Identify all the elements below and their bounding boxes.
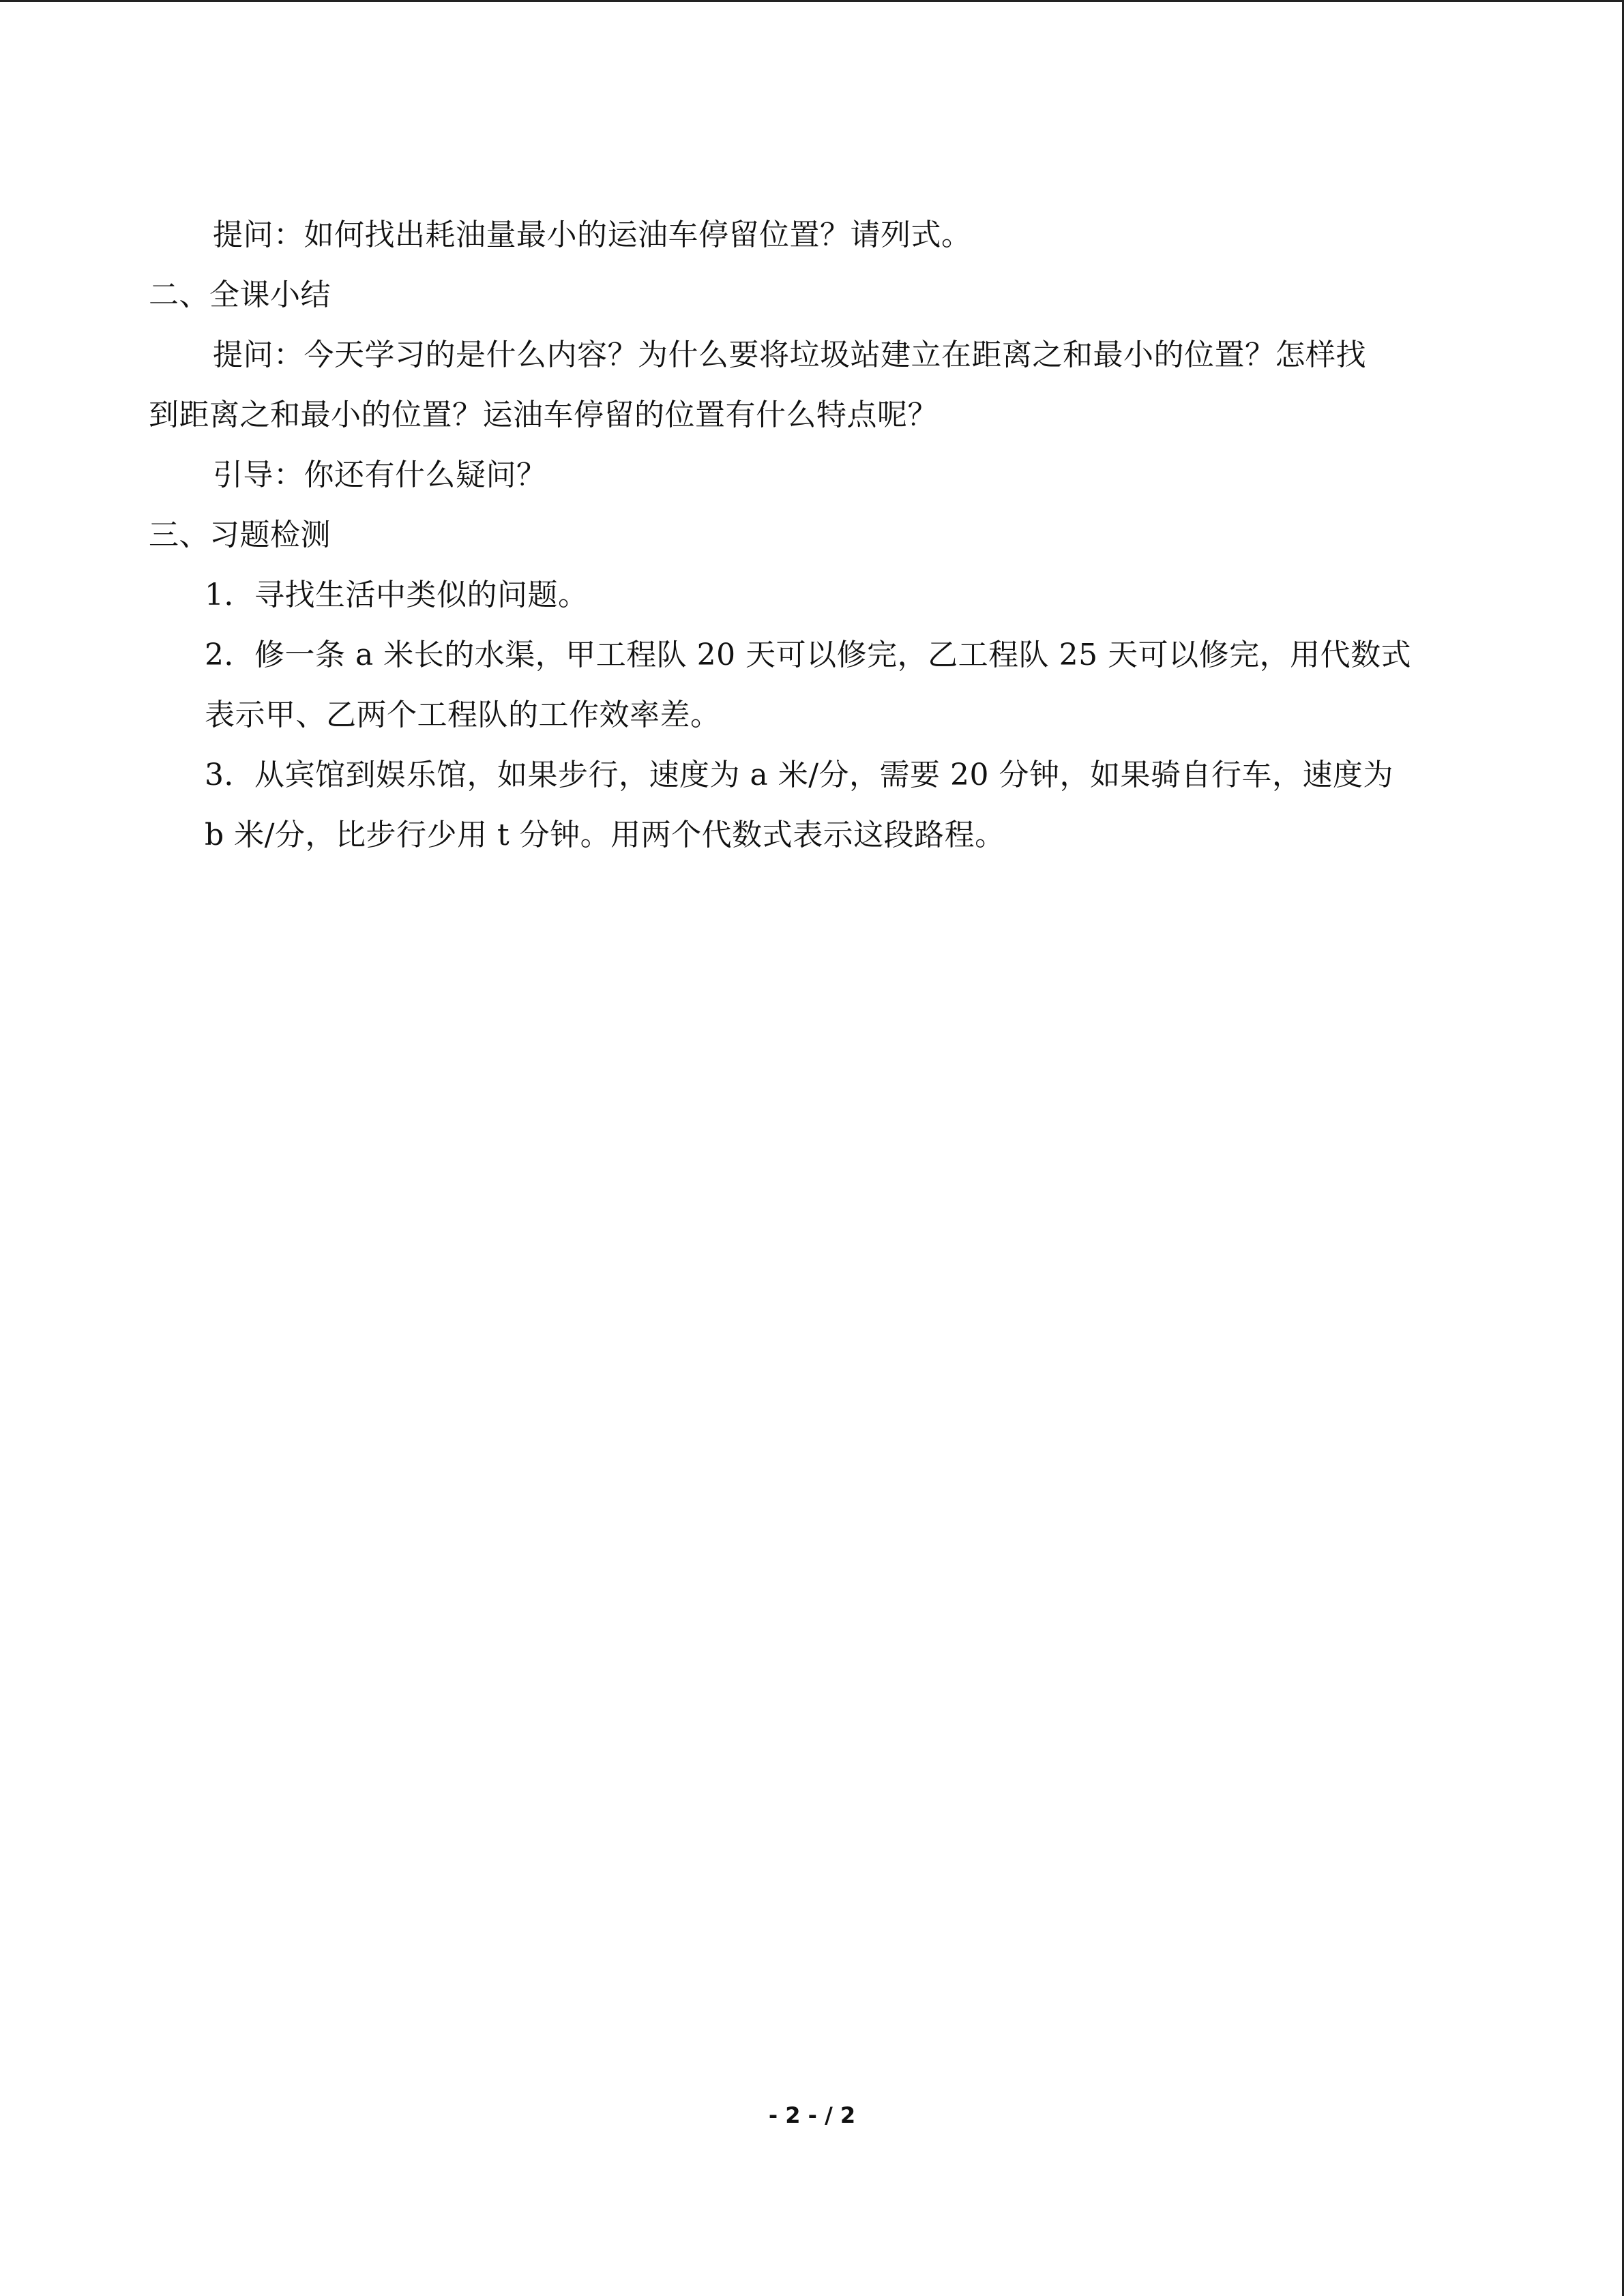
- summary-question-line-1: 提问：今天学习的是什么内容？为什么要将垃圾站建立在距离之和最小的位置？怎样找: [213, 338, 1366, 372]
- exercise-1: 1．寻找生活中类似的问题。: [205, 578, 589, 612]
- exercise-3-line-1: 3．从宾馆到娱乐馆，如果步行，速度为 a 米/分，需要 20 分钟，如果骑自行车，速度为: [205, 758, 1393, 792]
- section-heading-summary: 二、全课小结: [149, 278, 331, 312]
- exercise-2-line-1: 2．修一条 a 米长的水渠，甲工程队 20 天可以修完，乙工程队 25 天可以修完，用代数式: [205, 638, 1412, 672]
- exercise-2-line-2: 表示甲、乙两个工程队的工作效率差。: [205, 698, 721, 732]
- guide-question: 引导：你还有什么疑问？: [213, 458, 547, 492]
- summary-question-line-2: 到距离之和最小的位置？运油车停留的位置有什么特点呢？: [149, 398, 938, 432]
- question-oil-truck: 提问：如何找出耗油量最小的运油车停留位置？请列式。: [213, 218, 972, 252]
- section-heading-exercises: 三、习题检测: [149, 518, 331, 552]
- page-number: - 2 - / 2: [768, 2102, 856, 2128]
- exercise-3-line-2: b 米/分，比步行少用 t 分钟。用两个代数式表示这段路程。: [205, 818, 1005, 852]
- page-top-border: [0, 0, 1624, 2]
